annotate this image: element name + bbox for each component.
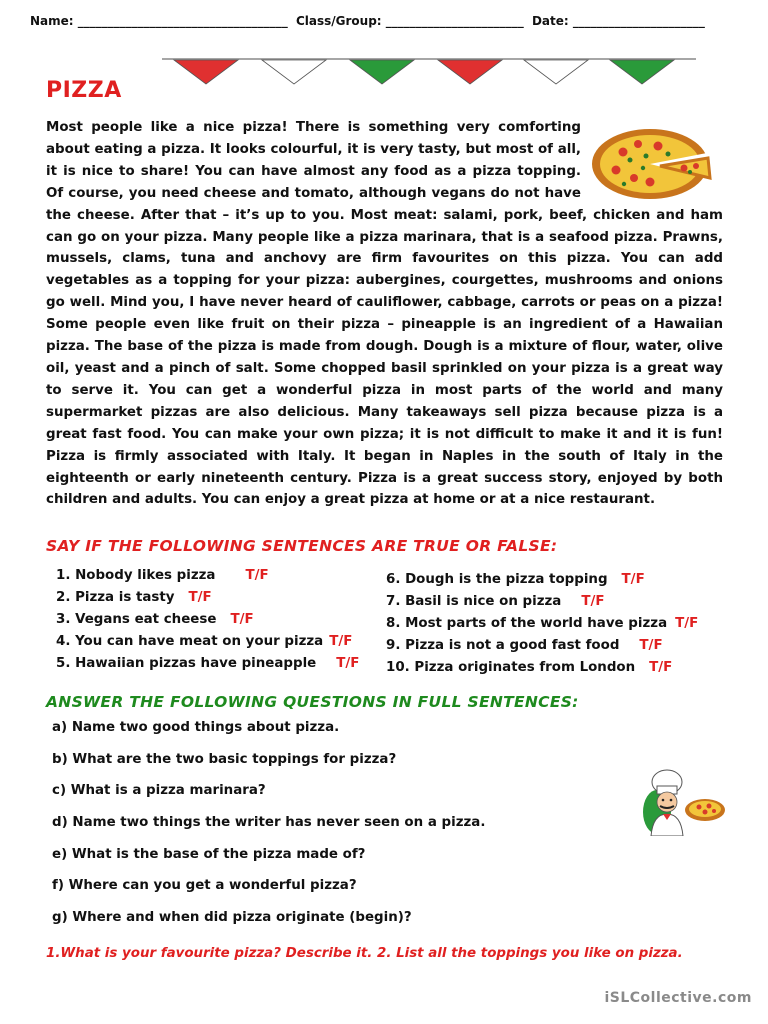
questions-list [52,717,485,939]
page-title: PIZZA [46,78,122,103]
tf-statement: 4. You can have meat on your pizza [56,634,324,649]
date-field: Date: ______________________ [531,14,705,28]
tf-marker[interactable]: T/F [188,590,212,605]
chef-illustration-icon [637,768,727,836]
tf-item [386,591,698,613]
tf-item [56,587,359,609]
tf-statement: 10. Pizza originates from London [386,660,636,675]
tf-item [386,657,698,679]
tf-marker[interactable]: T/F [245,568,269,583]
tf-item [56,653,359,675]
question-item: c) What is a pizza marinara? [52,783,266,799]
reading-passage [46,117,723,511]
tf-marker[interactable]: T/F [230,612,254,627]
tf-item [386,635,698,657]
tf-marker[interactable]: T/F [329,634,353,649]
passage-text: Most people like a nice pizza! There is something very comforting about eating a pizza. It looks colourful, it is very tasty, but most of all, it is nice to share! You can have almost any food as a pizza topping. Of course, you need cheese and tomato, although vegans do not have the cheese. After that – it’s up to you. Most meat: salami, pork, beef, chicken and ham can go on your pizza. Many people like a pizza marinara, that is a seafood pizza. Prawns, mussels, clams, tuna and anchovy are firm favourites on this pizza. You can add vegetables as a topping for your pizza: aubergines, courgettes, mushrooms and onions go well. Mind you, I have never heard of cauliflower, cabbage, carrots or peas on a pizza! Some people even like fruit on their pizza – pineapple is an ingredient of a Hawaiian pizza. The base of the pizza is made from dough. Dough is a mixture of flour, water, olive oil, yeast and a pinch of salt. Some chopped basil sprinkled on your pizza is a great way to serve it. You can get a wonderful pizza in most parts of the world and many supermarket pizzas are also delicious. Many takeaways sell pizza because pizza is a great fast food. You can make your own pizza; it is not difficult to make it and it is fun! Pizza is firmly associated with Italy. It began in Naples in the south of Italy in the eighteenth or early nineteenth century. Pizza is a great success story, enjoyed by both children and adults. You can enjoy a great pizza at home or at a nice restaurant. [46,120,723,508]
tf-marker[interactable]: T/F [639,638,663,653]
tf-statement: 9. Pizza is not a good fast food [386,638,620,653]
tf-item [56,565,359,587]
worksheet-header [30,14,730,28]
tf-item [56,631,359,653]
tf-statement: 2. Pizza is tasty [56,590,175,605]
true-false-heading: SAY IF THE FOLLOWING SENTENCES ARE TRUE OR FALSE: [46,537,558,555]
tf-statement: 8. Most parts of the world have pizza [386,616,668,631]
tf-statement: 7. Basil is nice on pizza [386,594,562,609]
tf-marker[interactable]: T/F [649,660,673,675]
bunting-flags-icon [162,56,696,86]
extra-task: 1.What is your favourite pizza? Describe it. 2. List all the toppings you like on pizza. [46,946,683,961]
site-watermark: iSLCollective.com [604,990,752,1006]
name-field: Name: ___________________________________ [30,14,288,28]
true-false-list-left [56,565,359,675]
tf-marker[interactable]: T/F [336,656,360,671]
question-item: f) Where can you get a wonderful pizza? [52,878,357,894]
question-item: b) What are the two basic toppings for pizza? [52,751,397,767]
question-item: e) What is the base of the pizza made of? [52,846,366,862]
tf-marker[interactable]: T/F [675,616,699,631]
tf-item [56,609,359,631]
true-false-list-right [386,569,698,679]
tf-statement: 3. Vegans eat cheese [56,612,217,627]
class-group-field: Class/Group: _______________________ [295,14,524,28]
questions-heading: ANSWER THE FOLLOWING QUESTIONS IN FULL SENTENCES: [46,693,579,711]
tf-statement: 6. Dough is the pizza topping [386,572,608,587]
tf-item [386,613,698,635]
question-item: g) Where and when did pizza originate (begin)? [52,910,412,926]
question-item: d) Name two things the writer has never seen on a pizza. [52,815,486,831]
tf-statement: 1. Nobody likes pizza [56,568,216,583]
question-item: a) Name two good things about pizza. [52,720,340,735]
tf-marker[interactable]: T/F [581,594,605,609]
tf-statement: 5. Hawaiian pizzas have pineapple [56,656,317,671]
image-wrap-spacer [581,117,723,203]
tf-item [386,569,698,591]
tf-marker[interactable]: T/F [621,572,645,587]
